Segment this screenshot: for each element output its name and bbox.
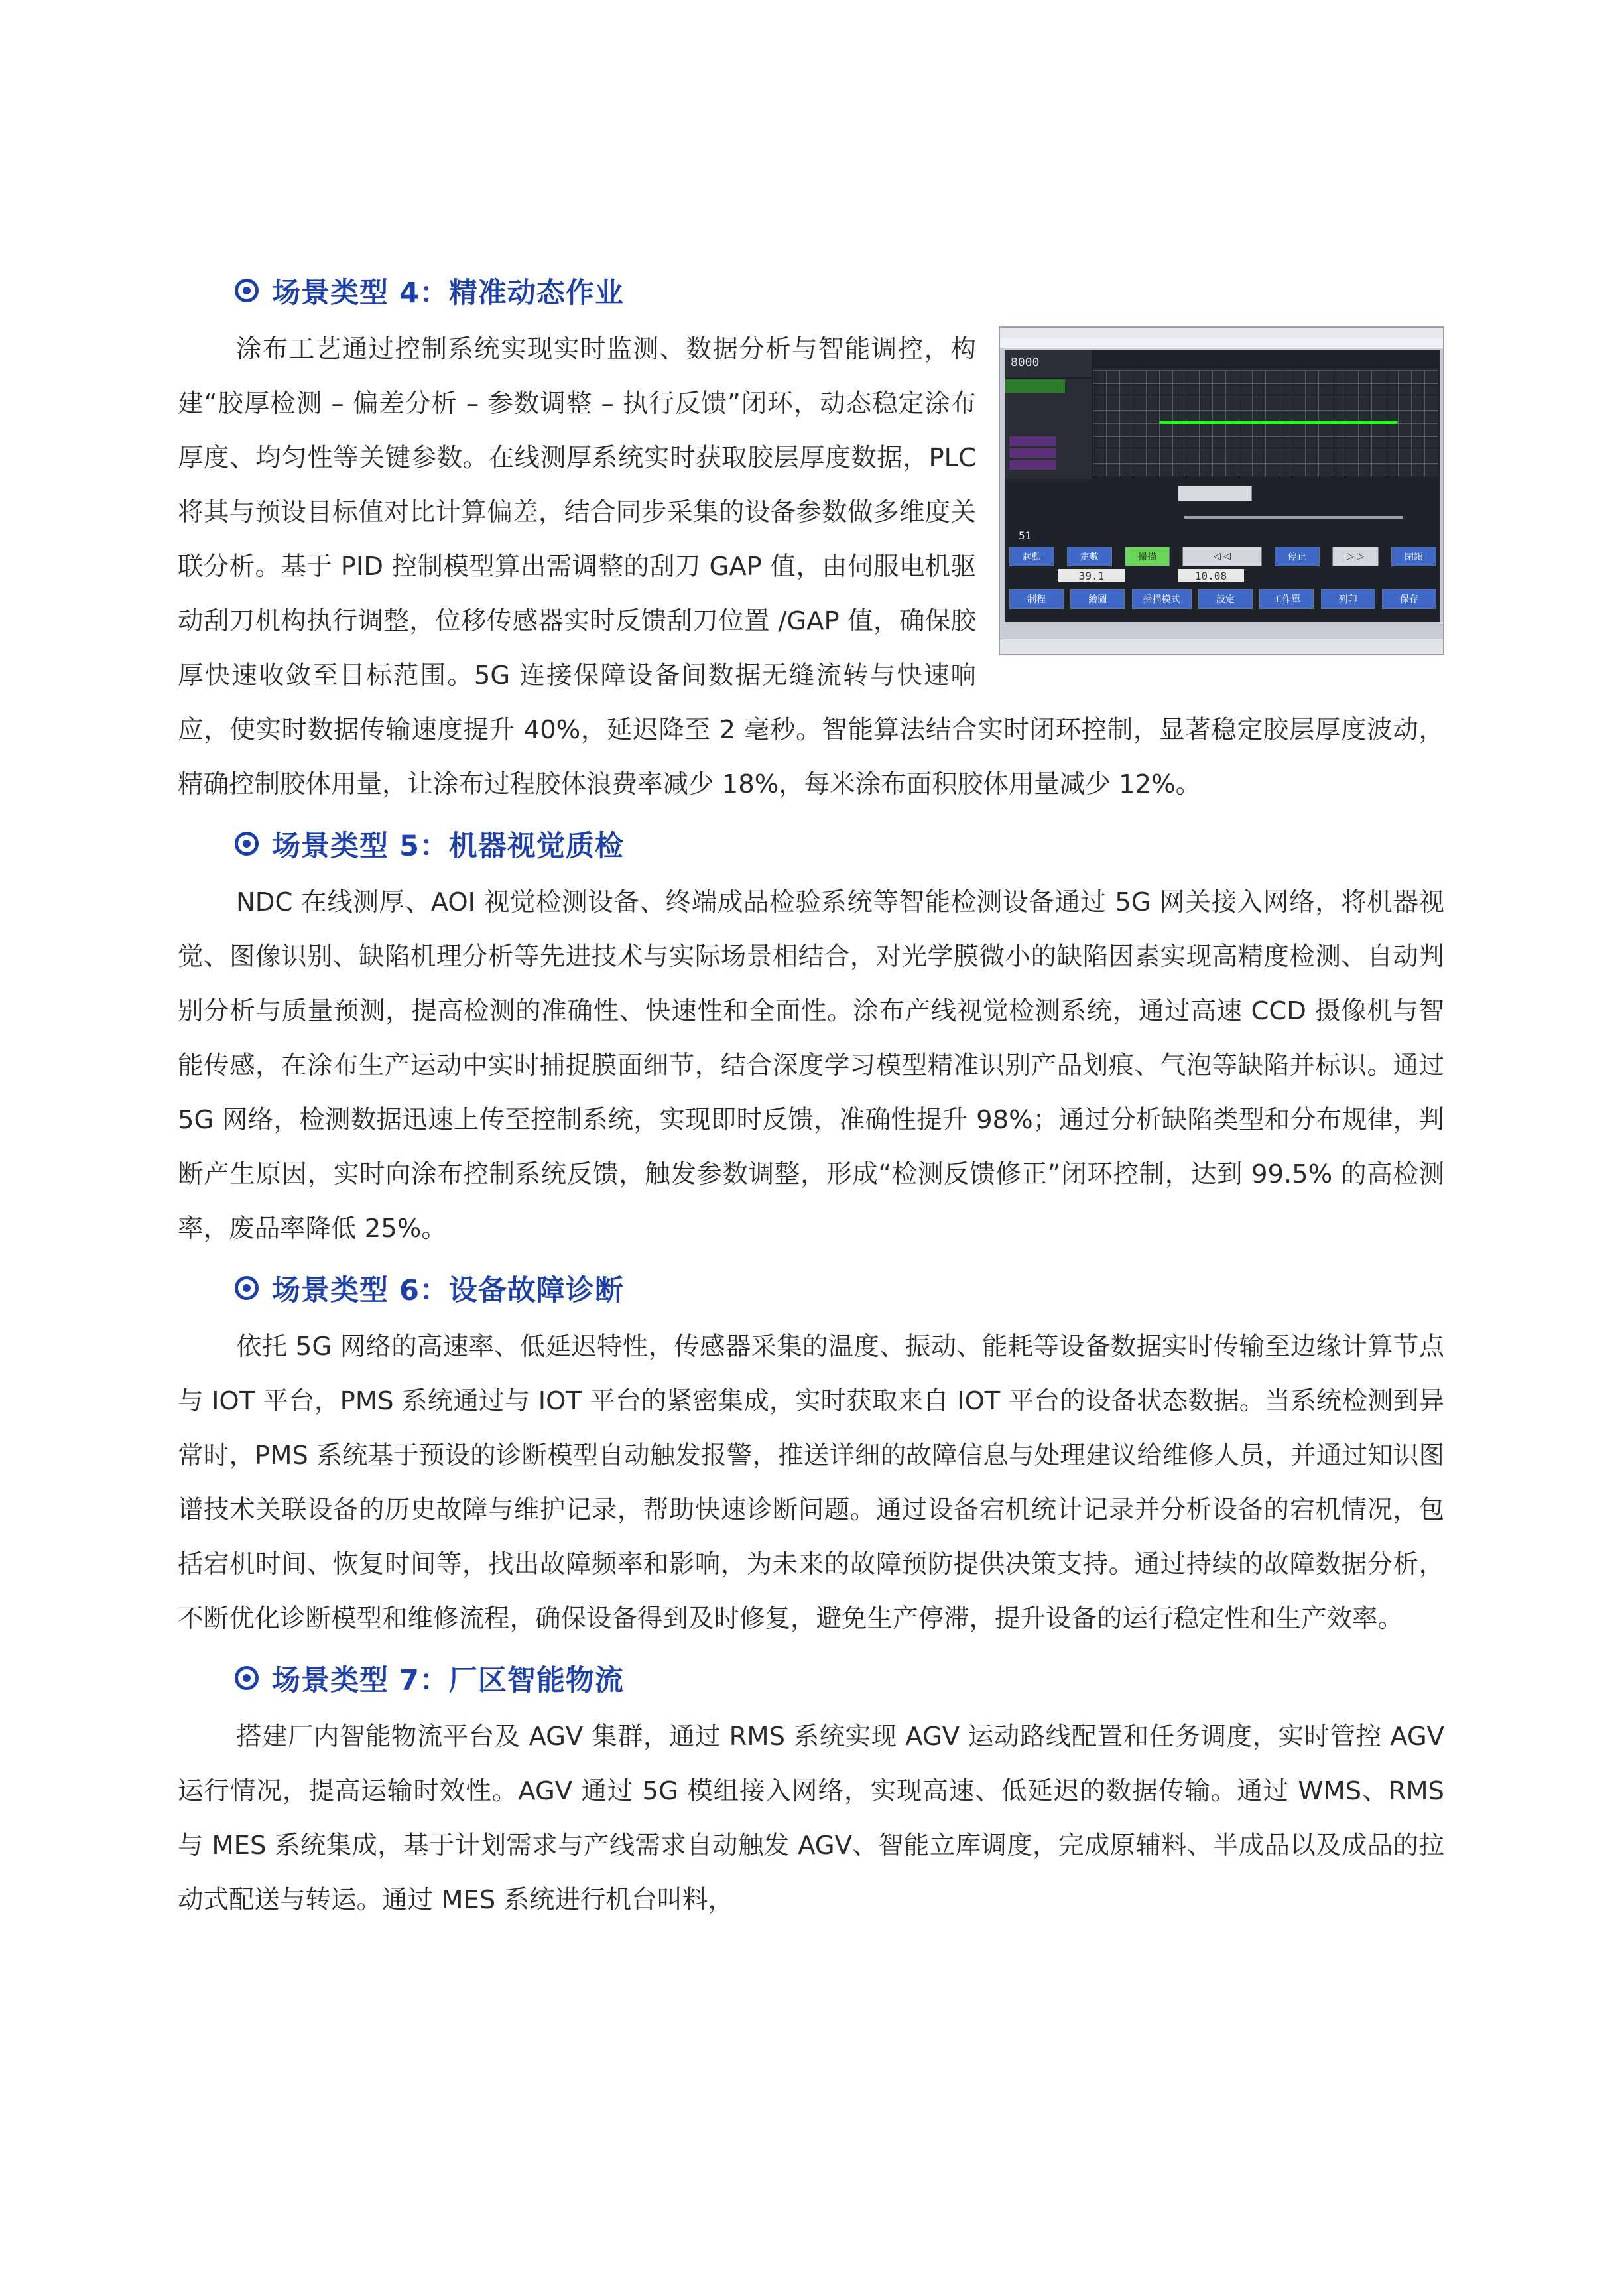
hmi-settings-button: 設定 bbox=[1198, 589, 1253, 609]
section-heading-6 bbox=[235, 1256, 1444, 1320]
section-heading-5 bbox=[235, 812, 1444, 876]
hmi-side-panel bbox=[1005, 379, 1092, 479]
section-heading-6-text: 场景类型 6：设备故障诊断 bbox=[272, 1273, 624, 1307]
hmi-scan-button: 掃描 bbox=[1125, 547, 1170, 566]
thickness-graph bbox=[1093, 370, 1438, 476]
hmi-menu-bar bbox=[1000, 338, 1443, 348]
hmi-print-button: 列印 bbox=[1321, 589, 1375, 609]
section-paragraph-5: NDC 在线测厚、AOI 视觉检测设备、终端成品检验系统等智能检测设备通过 5G 网关接入网络，将机器视觉、图像识别、缺陷机理分析等先进技术与实际场景相结合，对光学膜微小的缺陷因素实现高精度检测、自动判别分析与质量预测，提高检测的准确性、快速性和全面性。涂布产线视觉检测系统，通过高速 CCD 摄像机与智能传感，在涂布生产运动中实时捕捉膜面细节，结合深度学习模型精准识别产品划痕、气泡等缺陷并标识。通过 5G 网络，检测数据迅速上传至控制系统，实现即时反馈，准确性提升 98%；通过分析缺陷类型和分布规律，判断产生原因，实时向涂布控制系统反馈，触发参数调整，形成“检测反馈修正”闭环控制，达到 99.5% 的高检测率，废品率降低 25%。 bbox=[178, 887, 1444, 1244]
hmi-process-button: 制程 bbox=[1009, 589, 1064, 609]
hmi-top-button-row bbox=[1009, 547, 1436, 568]
hmi-counter bbox=[1005, 350, 1092, 377]
hmi-tag bbox=[1009, 436, 1056, 446]
hmi-work-order-button: 工作單 bbox=[1259, 589, 1314, 609]
hmi-arrow-buttons-right: ▷ ▷ bbox=[1332, 547, 1379, 566]
hmi-left-value: 51 bbox=[1019, 529, 1032, 542]
document-page bbox=[178, 259, 1444, 1927]
thickness-trace bbox=[1159, 421, 1398, 424]
hmi-lock-button: 閉鎖 bbox=[1391, 547, 1436, 566]
circle-bullet-icon bbox=[235, 1276, 259, 1300]
section-paragraph-6: 依托 5G 网络的高速率、低延迟特性，传感器采集的温度、振动、能耗等设备数据实时传输至边缘计算节点与 IOT 平台，PMS 系统通过与 IOT 平台的紧密集成，实时获取来自 IOT 平台的设备状态数据。当系统检测到异常时，PMS 系统基于预设的诊断模型自动触发报警，推送详细的故障信息与处理建议给维修人员，并通过知识图谱技术关联设备的历史故障与维护记录，帮助快速诊断问题。通过设备宕机统计记录并分析设备的宕机情况，包括宕机时间、恢复时间等，找出故障频率和影响，为未来的故障预防提供决策支持。通过持续的故障数据分析，不断优化诊断模型和维修流程，确保设备得到及时修复，避免生产停滞，提升设备的运行稳定性和生产效率。 bbox=[178, 1332, 1444, 1634]
circle-bullet-icon bbox=[235, 832, 259, 856]
section-heading-7 bbox=[235, 1646, 1444, 1710]
hmi-start-button: 起動 bbox=[1009, 547, 1054, 566]
hmi-taskbar bbox=[1000, 639, 1443, 654]
hmi-green-label bbox=[1005, 379, 1065, 393]
section-paragraph-7: 搭建厂内智能物流平台及 AGV 集群，通过 RMS 系统实现 AGV 运动路线配置和任务调度，实时管控 AGV 运行情况，提高运输时效性。AGV 通过 5G 模组接入网络，实现高速、低延迟的数据传输。通过 WMS、RMS 与 MES 系统集成，基于计划需求与产线需求自动触发 AGV、智能立库调度，完成原辅料、半成品以及成品的拉动式配送与转运。通过 MES 系统进行机台叫料， bbox=[178, 1722, 1444, 1915]
section-heading-7-text: 场景类型 7：厂区智能物流 bbox=[272, 1663, 624, 1697]
hmi-readout-2: 10.08 bbox=[1178, 569, 1244, 582]
hmi-scan-mode-button: 掃描模式 bbox=[1132, 589, 1192, 609]
circle-bullet-icon bbox=[235, 279, 259, 302]
hmi-slider bbox=[1184, 516, 1403, 519]
section-heading-5-text: 场景类型 5：机器视觉质检 bbox=[272, 829, 624, 863]
hmi-bottom-button-row bbox=[1009, 589, 1436, 610]
hmi-stop-button: 停止 bbox=[1275, 547, 1320, 566]
section-paragraph-4: 涂布工艺通过控制系统实现实时监测、数据分析与智能调控，构建“胶厚检测 – 偏差分析 – 参数调整 – 执行反馈”闭环，动态稳定涂布厚度、均匀性等关键参数。在线测厚系统实时获取胶层厚度数据，PLC 将其与预设目标值对比计算偏差，结合同步采集的设备参数做多维度关联分析。基于 PID 控制模型算出需调整的刮刀 GAP 值，由伺服电机驱动刮刀机构执行调整，位移传感器实时反馈刮刀位置 /GAP 值，确保胶厚快速收敛至目标范围。5G 连接保障设备间数据无缝流转与快速响应，使实时数据传输速度提升 40%，延迟降至 2 毫秒。智能算法结合实时闭环控制，显著稳定胶层厚度波动，精确控制胶体用量，让涂布过程胶体浪费率减少 18%，每米涂布面积胶体用量减少 12%。 bbox=[178, 334, 1444, 799]
circle-bullet-icon bbox=[235, 1666, 259, 1690]
coating-control-hmi-image bbox=[999, 326, 1444, 655]
section-heading-4-text: 场景类型 4：精准动态作业 bbox=[272, 276, 624, 310]
section-heading-4 bbox=[235, 259, 1444, 322]
hmi-screen bbox=[1005, 350, 1440, 622]
hmi-arrow-buttons: ◁ ◁ bbox=[1182, 547, 1262, 566]
hmi-tag bbox=[1009, 460, 1056, 470]
hmi-center-label bbox=[1178, 486, 1252, 501]
hmi-counter-value: 8000 bbox=[1011, 356, 1040, 369]
hmi-tag bbox=[1009, 448, 1056, 458]
hmi-fixed-button: 定數 bbox=[1067, 547, 1112, 566]
hmi-title-bar bbox=[1000, 328, 1443, 339]
hmi-save-button: 保存 bbox=[1382, 589, 1436, 609]
section-body-4 bbox=[178, 322, 1444, 812]
hmi-readout-1: 39.1 bbox=[1058, 569, 1125, 582]
hmi-plot-button: 繪圖 bbox=[1070, 589, 1125, 609]
